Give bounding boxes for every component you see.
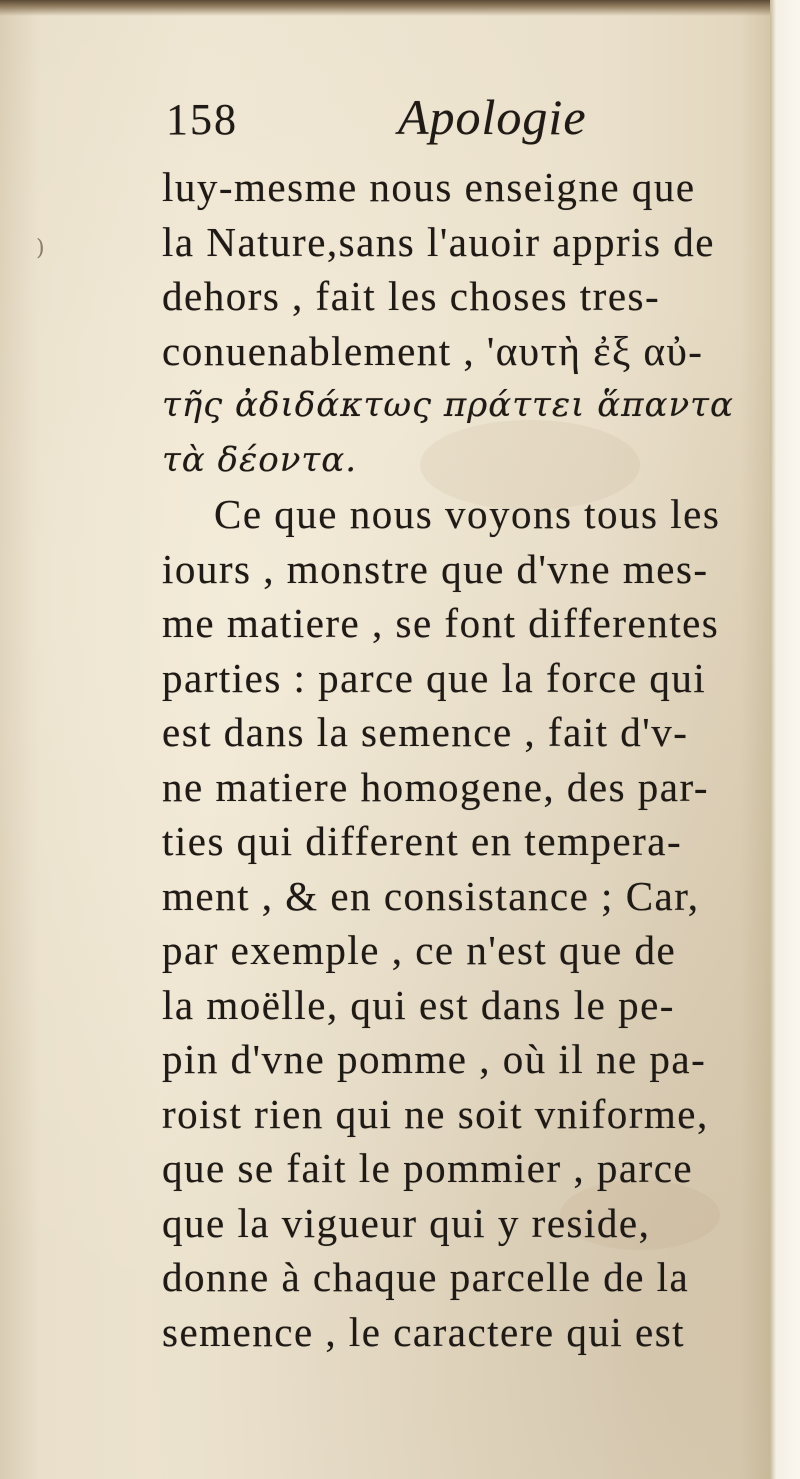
text-line: que la vigueur qui y reside, (162, 1199, 651, 1246)
page-top-edge (0, 0, 800, 16)
text-line: iours , monstre que d'vne mes- (162, 545, 709, 592)
margin-mark: ) (36, 236, 45, 261)
text-line: ties qui different en tempera- (162, 818, 683, 864)
page-number: 158 (166, 95, 238, 144)
text-line: conuenablement , 'αυτὴ ἐξ αὐ- (162, 327, 704, 374)
text-line: pin d'vne pomme , où il ne pa- (162, 1036, 707, 1082)
text-line: me matiere , se font differentes (162, 600, 720, 646)
paragraph-start-line: Ce que nous voyons tous les (214, 491, 721, 537)
text-line: la Nature,sans l'auoir appris de (162, 218, 715, 265)
running-head: Apologie (398, 89, 587, 145)
text-line: par exemple , ce n'est que de (162, 927, 677, 973)
page-right-edge (770, 0, 800, 1479)
text-line: la moëlle, qui est dans le pe- (162, 981, 675, 1028)
text-line: luy-mesme nous enseigne que (162, 164, 696, 210)
text-line: ne matiere homogene, des par- (162, 763, 709, 810)
greek-text-line: τὰ δέοντα. (162, 439, 358, 480)
greek-text-line: τῆς ἀδιδάκτως πράττει ἅπαντα (162, 385, 734, 425)
text-line: donne à chaque parcelle de la (162, 1254, 690, 1300)
text-line: est dans la semence , fait d'v- (162, 709, 689, 755)
page-header (162, 88, 774, 160)
text-line: que se fait le pommier , parce (162, 1145, 694, 1191)
page-text (162, 88, 774, 1359)
text-line: ment , & en consistance ; Car, (162, 872, 700, 919)
text-line: parties : parce que la force qui (162, 654, 707, 701)
text-line: roist rien qui ne soit vniforme, (162, 1090, 709, 1137)
text-line: dehors , fait les choses tres- (162, 273, 661, 319)
text-line: semence , le caractere qui est (162, 1308, 686, 1355)
